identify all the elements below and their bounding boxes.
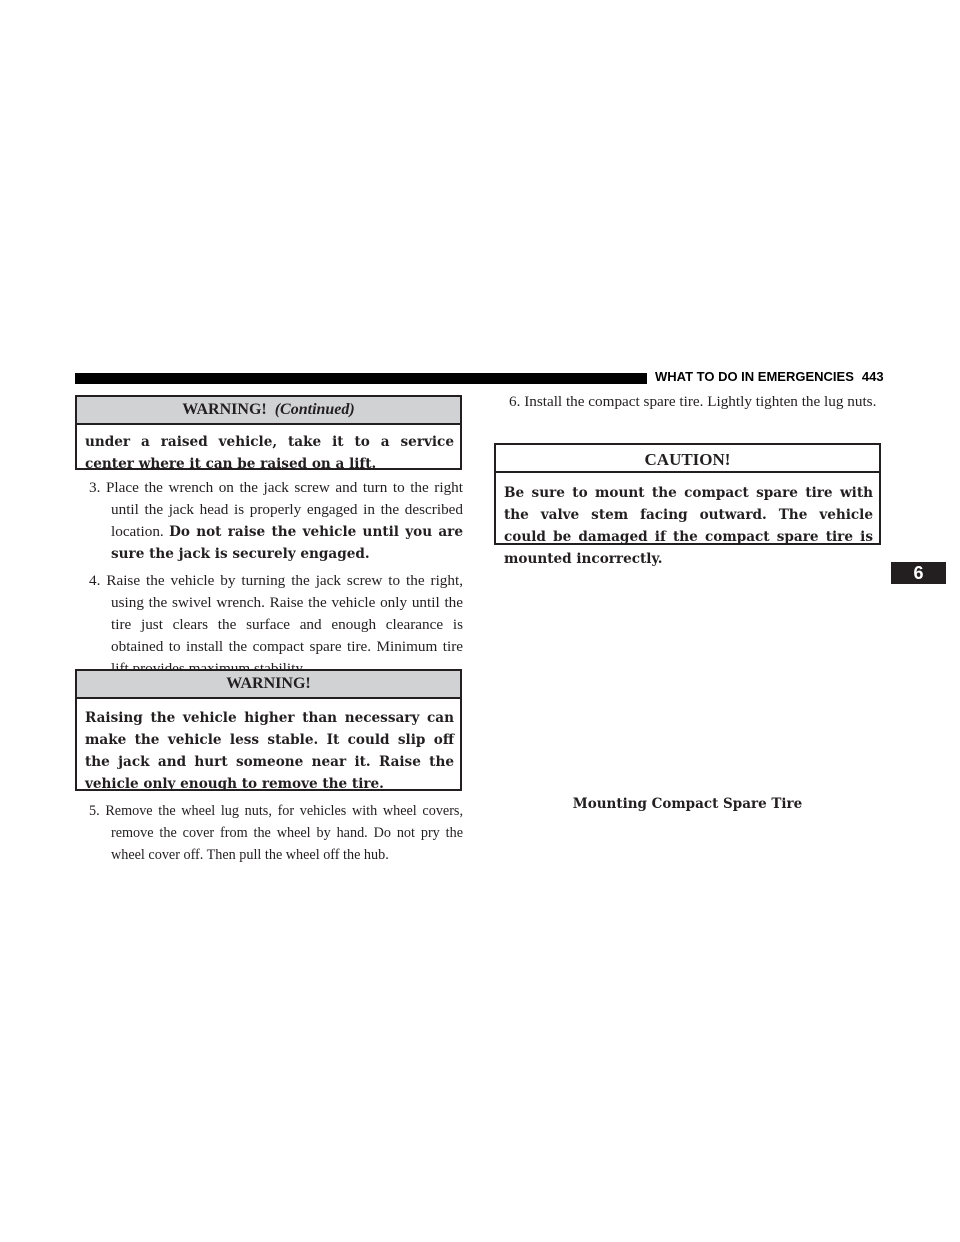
caution-body: Be sure to mount the compact spare tire with the valve stem facing outward. The vehicle could be damaged if the compact spare tire is mounted incorrectly. bbox=[504, 485, 873, 567]
caution-box bbox=[494, 443, 881, 567]
step-number: 5. bbox=[89, 803, 100, 819]
section-tab: 6 bbox=[891, 562, 946, 584]
caution-header: CAUTION! bbox=[496, 445, 879, 473]
warning-continued-box bbox=[75, 395, 462, 470]
step-4 bbox=[89, 570, 463, 680]
step-number: 4. bbox=[89, 572, 101, 589]
step-3 bbox=[89, 477, 463, 565]
warning-continued-header bbox=[77, 397, 460, 425]
step-number: 6. bbox=[509, 393, 521, 410]
step-text: Raise the vehicle by turning the jack screw to the right, using the swivel wrench. Raise the vehicle only until the tire just clears the surface and enough clearance is obtained to install the compact spare tire. Minimum tire bbox=[106, 572, 463, 655]
step-number: 3. bbox=[89, 479, 101, 496]
warning-header: WARNING! bbox=[77, 671, 460, 699]
step-5 bbox=[89, 800, 464, 866]
warning-body: Raising the vehicle higher than necessary can make the vehicle less stable. It could slip off the jack and hurt someone near it. Raise the vehicle only enough to remove the tire. bbox=[85, 710, 454, 792]
page-number: 443 bbox=[861, 369, 884, 384]
warning-title: WARNING! bbox=[182, 401, 267, 418]
header-rule bbox=[75, 373, 647, 384]
warning-box bbox=[75, 669, 462, 791]
step-bold-text: Do not raise the vehicle until you are sure the jack is securely engaged. bbox=[111, 524, 463, 562]
running-header bbox=[655, 369, 884, 384]
warning-continued-body: under a raised vehicle, take it to a service center where it can be raised on a lift. bbox=[85, 434, 454, 472]
step-6 bbox=[509, 391, 882, 413]
warning-continued-label: (Continued) bbox=[274, 401, 355, 418]
header-title: WHAT TO DO IN EMERGENCIES bbox=[655, 369, 854, 384]
step-text: Remove the wheel lug nuts, for vehicles with wheel covers, remove the cover from the wheel by hand. Do not pry the wheel cover off. Then pull the wheel off the hub. bbox=[105, 803, 464, 863]
figure-caption: Mounting Compact Spare Tire bbox=[572, 796, 803, 812]
step-text: Place the wrench on the jack screw and turn to the right until the jack head is properly engaged in the described location. bbox=[105, 479, 463, 540]
step-text: Install the compact spare tire. Lightly tighten the lug nuts. bbox=[524, 393, 877, 410]
